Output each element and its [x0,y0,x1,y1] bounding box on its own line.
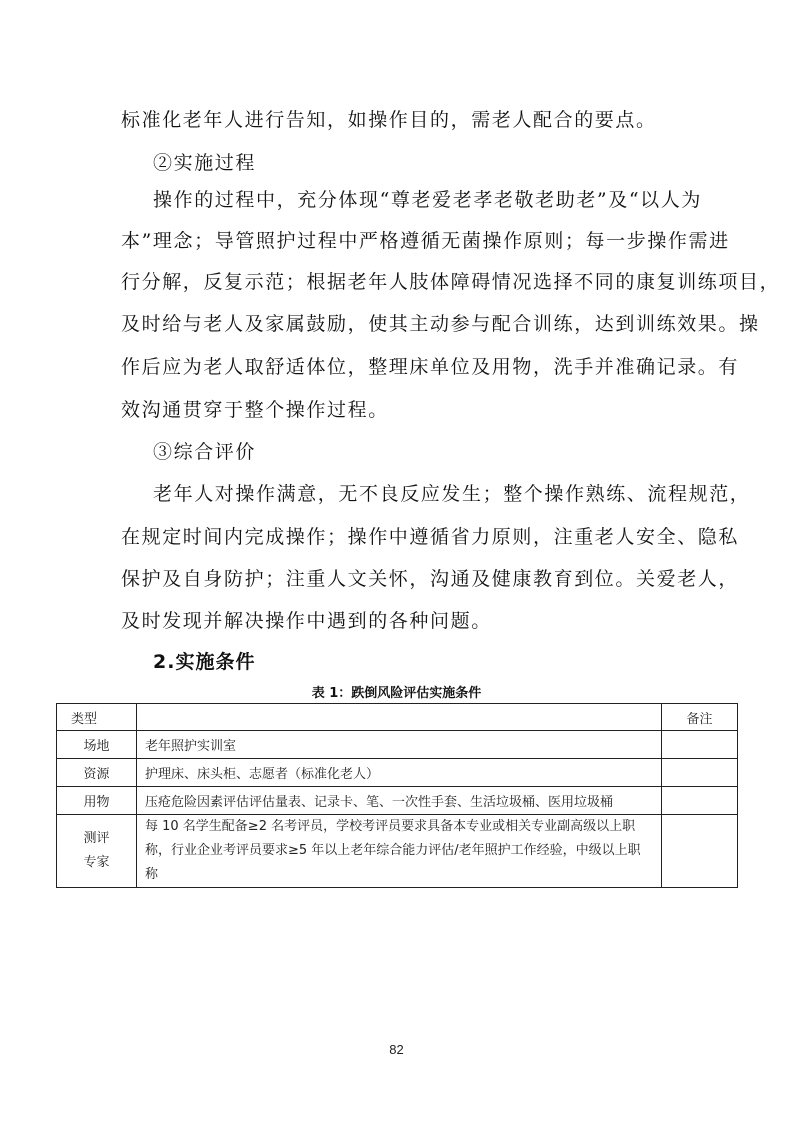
table-row [57,759,738,787]
cell-type [57,815,137,888]
page-number: 82 [389,1042,404,1057]
cell-content: 老年照护实训室 [137,731,662,759]
heading-eval: ③综合评价 [153,441,257,463]
eval-line-1: 老年人对操作满意，无不良反应发生；整个操作熟练、流程规范， [153,483,751,505]
table-row [57,731,738,759]
body-line-1: 标准化老年人进行告知，如操作目的，需老人配合的要点。 [121,109,657,131]
table-caption: 表 1：跌倒风险评估实施条件 [311,686,482,701]
eval-line-3: 保护及自身防护；注重人文关怀，沟通及健康教育到位。关爱老人， [121,568,740,590]
cell-type-line-1: 测评 [83,831,110,846]
cell-type-line-2: 专家 [83,855,110,870]
header-type: 类型 [57,704,137,731]
heading-process: ②实施过程 [153,152,257,174]
process-line-4: 及时给与老人及家属鼓励，使其主动参与配合训练，达到训练效果。操 [121,313,760,335]
process-line-2: 本”理念；导管照护过程中严格遵循无菌操作原则；每一步操作需进 [121,230,730,252]
eval-line-2: 在规定时间内完成操作；操作中遵循省力原则，注重老人安全、隐私 [121,526,740,548]
cell-content: 护理床、床头柜、志愿者（标准化老人） [137,759,662,787]
process-line-6: 效沟通贯穿于整个操作过程。 [121,399,389,421]
eval-line-4: 及时发现并解决操作中遇到的各种问题。 [121,610,492,632]
process-line-5: 作后应为老人取舒适体位，整理床单位及用物，洗手并准确记录。有 [121,356,740,378]
section-title: 2.实施条件 [153,651,256,673]
process-line-3: 行分解，反复示范；根据老年人肢体障碍情况选择不同的康复训练项目， [121,271,781,293]
cell-type: 资源 [57,759,137,787]
cell-content: 压疮危险因素评估评估量表、记录卡、笔、一次性手套、生活垃圾桶、医用垃圾桶 [137,787,662,815]
cell-content: 每 10 名学生配备≥2 名考评员，学校考评员要求具备本专业或相关专业副高级以上职称，行业企业考评员要求≥5 年以上老年综合能力评估/老年照护工作经验，中级以上职称 [137,815,662,888]
cell-type: 场地 [57,731,137,759]
table-row [57,815,738,888]
cell-note [662,759,738,787]
table-row [57,787,738,815]
process-line-1: 操作的过程中，充分体现“尊老爱老孝老敬老助老”及“以人为 [153,189,702,211]
header-content [137,704,662,731]
conditions-table [56,703,738,888]
cell-note [662,815,738,888]
table-header-row [57,704,738,731]
header-note: 备注 [662,704,738,731]
cell-note [662,787,738,815]
cell-note [662,731,738,759]
cell-type: 用物 [57,787,137,815]
